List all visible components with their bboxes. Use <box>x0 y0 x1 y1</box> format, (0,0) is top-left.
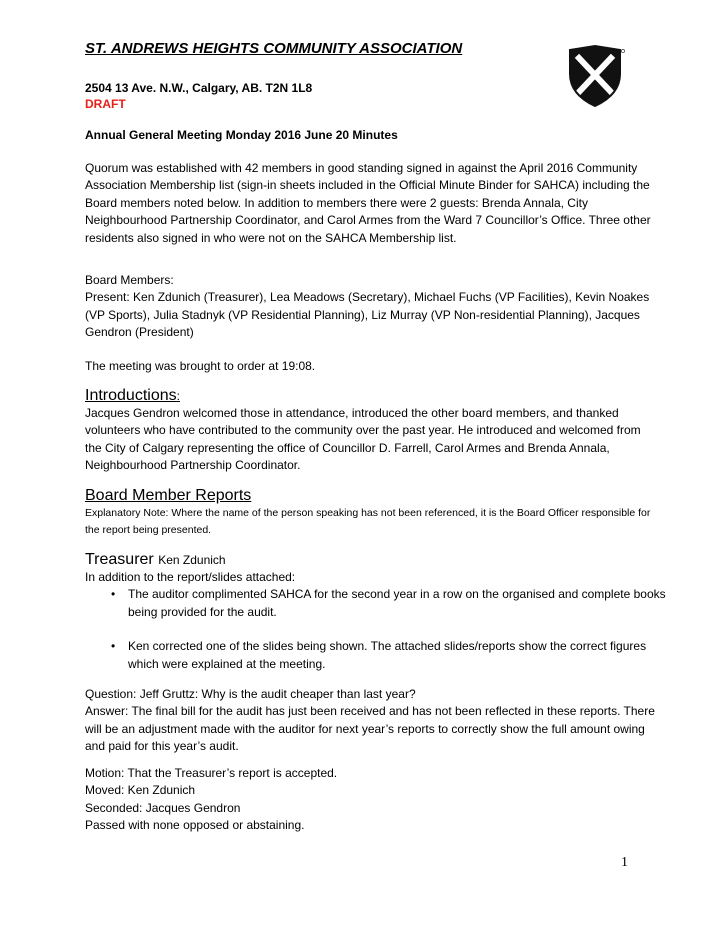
call-to-order: The meeting was brought to order at 19:08. <box>85 359 316 373</box>
moved-by: Moved: Ken Zdunich <box>85 783 196 798</box>
organization-title: ST. ANDREWS HEIGHTS COMMUNITY ASSOCIATION <box>85 40 463 57</box>
treasurer-name: Ken Zdunich <box>158 553 226 567</box>
draft-label: DRAFT <box>85 97 126 111</box>
list-item <box>85 638 673 673</box>
introductions-heading-colon: : <box>176 389 180 403</box>
bullet-text: Ken corrected one of the slides being shown. The attached slides/reports show the correct figures which were explained at the meeting. <box>128 639 647 671</box>
bullet-icon: • <box>111 639 116 654</box>
board-members-block <box>85 272 660 342</box>
board-members-present: Present: Ken Zdunich (Treasurer), Lea Meadows (Secretary), Michael Fuchs (VP Facilities), Kevin Noakes (VP Sports), Julia Stadnyk (VP Residential Planning), Liz Murray (VP Non-residential Planning), Jacques Gendron (President) <box>85 290 650 340</box>
bullet-text: The auditor complimented SAHCA for the second year in a row on the organised and complete books being provided for the audit. <box>128 587 666 619</box>
motion-block <box>85 765 660 835</box>
introductions-heading-text: Introductions <box>85 387 177 404</box>
quorum-paragraph: Quorum was established with 42 members in good standing signed in against the April 2016 Community Association Membership list (sign-in sheets included in the Official Minute Binder for SAHCA) including the Board members noted below. In addition to members there were 2 guests: Brenda Annala, City Neighbourhood Partnership Coordinator, and Carol Armes from the Ward 7 Councillor’s Office. Three other residents also signed in who were not on the SAHCA Membership list. <box>85 161 651 245</box>
question: Question: Jeff Gruttz: Why is the audit cheaper than last year? <box>85 687 416 701</box>
answer: Answer: The final bill for the audit has just been received and has not been reflected in these reports. There will be an adjustment made with the auditor for next year’s reports to correctly show the full amount owing and paid for this year’s audit. <box>85 704 655 754</box>
introductions-paragraph: Jacques Gendron welcomed those in attendance, introduced the other board members, and thanked volunteers who have contributed to the community over the past year. He introduced and welcomed from the City of Calgary representing the office of Councillor D. Farrell, Carol Armes and Brenda Annala, Neighbourhood Partnership Coordinator. <box>85 406 641 473</box>
bullet-icon: • <box>111 587 116 602</box>
treasurer-heading <box>85 551 226 569</box>
introductions-heading <box>85 387 180 405</box>
page-number: 1 <box>621 855 628 870</box>
motion-result: Passed with none opposed or abstaining. <box>85 818 305 833</box>
seconded-by: Seconded: Jacques Gendron <box>85 800 241 815</box>
treasurer-section <box>85 569 666 673</box>
board-reports-heading: Board Member Reports <box>85 487 252 504</box>
motion: Motion: That the Treasurer’s report is accepted. <box>85 766 338 780</box>
explanatory-note: Explanatory Note: Where the name of the person speaking has not been referenced, it is the Board Officer responsible for the report being presented. <box>85 507 651 536</box>
address: 2504 13 Ave. N.W., Calgary, AB. T2N 1L8 <box>85 81 313 95</box>
treasurer-bullet-list <box>85 586 666 673</box>
treasurer-title: Treasurer <box>85 551 154 568</box>
list-item <box>85 586 673 621</box>
board-members-label: Board Members: <box>85 273 174 287</box>
treasurer-intro: In addition to the report/slides attached: <box>85 570 296 584</box>
treasurer-qa <box>85 686 660 756</box>
association-shield-logo <box>564 44 626 108</box>
meeting-title: Annual General Meeting Monday 2016 June 20 Minutes <box>85 128 398 142</box>
